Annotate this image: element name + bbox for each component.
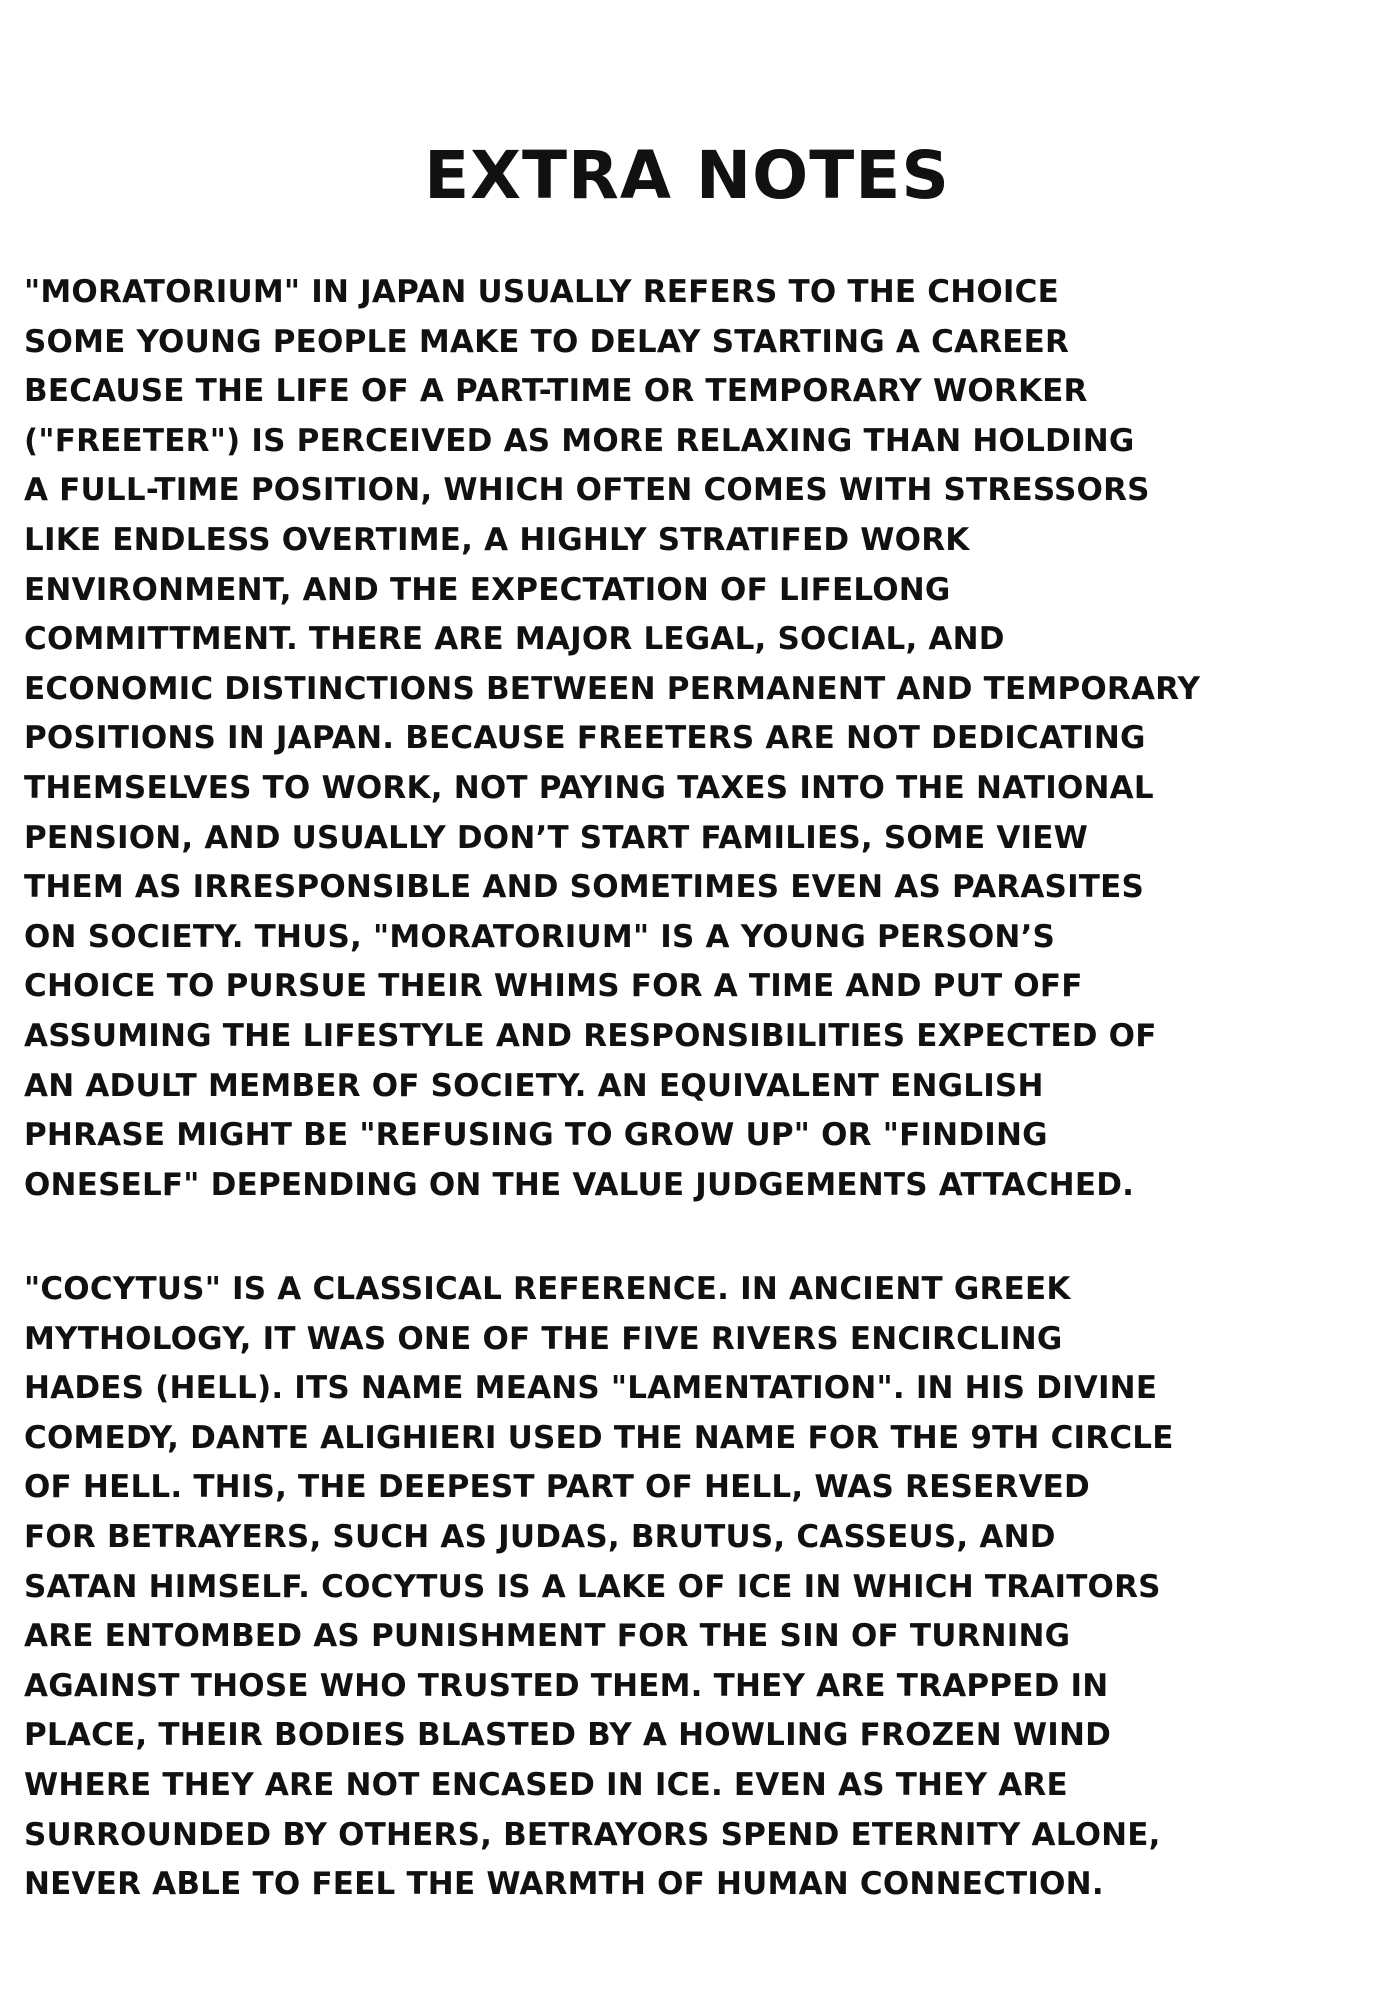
paragraph-moratorium (24, 268, 1354, 1210)
text-line: POSITIONS IN JAPAN. BECAUSE FREETERS ARE NOT DEDICATING (24, 720, 1146, 757)
text-line: ON SOCIETY. THUS, "MORATORIUM" IS A YOUNG PERSON’S (24, 918, 1056, 955)
text-line: FOR BETRAYERS, SUCH AS JUDAS, BRUTUS, CASSEUS, AND (24, 1518, 1056, 1555)
text-line: ("FREETER") IS PERCEIVED AS MORE RELAXING THAN HOLDING (24, 422, 1135, 459)
text-line: SOME YOUNG PEOPLE MAKE TO DELAY STARTING A CAREER (24, 323, 1070, 360)
text-line: NEVER ABLE TO FEEL THE WARMTH OF HUMAN CONNECTION. (24, 1866, 1104, 1903)
text-line: ONESELF" DEPENDING ON THE VALUE JUDGEMENTS ATTACHED. (24, 1166, 1135, 1203)
text-line: HADES (HELL). ITS NAME MEANS "LAMENTATION". IN HIS DIVINE (24, 1370, 1158, 1407)
text-line: "MORATORIUM" IN JAPAN USUALLY REFERS TO THE CHOICE (24, 274, 1059, 310)
text-line: AN ADULT MEMBER OF SOCIETY. AN EQUIVALENT ENGLISH (24, 1067, 1044, 1104)
text-line: SATAN HIMSELF. COCYTUS IS A LAKE OF ICE IN WHICH TRAITORS (24, 1568, 1161, 1605)
paragraph-cocytus (24, 1265, 1354, 1910)
text-line: WHERE THEY ARE NOT ENCASED IN ICE. EVEN AS THEY ARE (24, 1766, 1068, 1803)
text-line: "COCYTUS" IS A CLASSICAL REFERENCE. IN ANCIENT GREEK (24, 1271, 1071, 1307)
text-line: CHOICE TO PURSUE THEIR WHIMS FOR A TIME AND PUT OFF (24, 968, 1083, 1005)
text-line: LIKE ENDLESS OVERTIME, A HIGHLY STRATIFED WORK (24, 521, 970, 558)
text-line: ECONOMIC DISTINCTIONS BETWEEN PERMANENT AND TEMPORARY (24, 670, 1201, 707)
text-line: SURROUNDED BY OTHERS, BETRAYORS SPEND ETERNITY ALONE, (24, 1816, 1161, 1853)
text-line: THEM AS IRRESPONSIBLE AND SOMETIMES EVEN AS PARASITES (24, 869, 1145, 906)
text-line: ENVIRONMENT, AND THE EXPECTATION OF LIFELONG (24, 571, 951, 608)
text-line: PLACE, THEIR BODIES BLASTED BY A HOWLING FROZEN WIND (24, 1717, 1112, 1754)
text-line: COMMITTMENT. THERE ARE MAJOR LEGAL, SOCIAL, AND (24, 621, 1005, 658)
text-line: COMEDY, DANTE ALIGHIERI USED THE NAME FOR THE 9TH CIRCLE (24, 1419, 1174, 1456)
text-line: AGAINST THOSE WHO TRUSTED THEM. THEY ARE TRAPPED IN (24, 1667, 1109, 1704)
text-line: ARE ENTOMBED AS PUNISHMENT FOR THE SIN OF TURNING (24, 1618, 1071, 1655)
text-line: BECAUSE THE LIFE OF A PART-TIME OR TEMPORARY WORKER (24, 373, 1088, 410)
text-line: THEMSELVES TO WORK, NOT PAYING TAXES INTO THE NATIONAL (24, 769, 1154, 806)
text-line: OF HELL. THIS, THE DEEPEST PART OF HELL, WAS RESERVED (24, 1469, 1090, 1506)
text-line: PENSION, AND USUALLY DON’T START FAMILIES, SOME VIEW (24, 819, 1089, 856)
text-line: MYTHOLOGY, IT WAS ONE OF THE FIVE RIVERS ENCIRCLING (24, 1320, 1063, 1357)
text-line: A FULL-TIME POSITION, WHICH OFTEN COMES WITH STRESSORS (24, 472, 1150, 509)
text-line: ASSUMING THE LIFESTYLE AND RESPONSIBILITIES EXPECTED OF (24, 1017, 1157, 1054)
text-line: PHRASE MIGHT BE "REFUSING TO GROW UP" OR "FINDING (24, 1117, 1048, 1154)
page-title: EXTRA NOTES (424, 137, 950, 215)
